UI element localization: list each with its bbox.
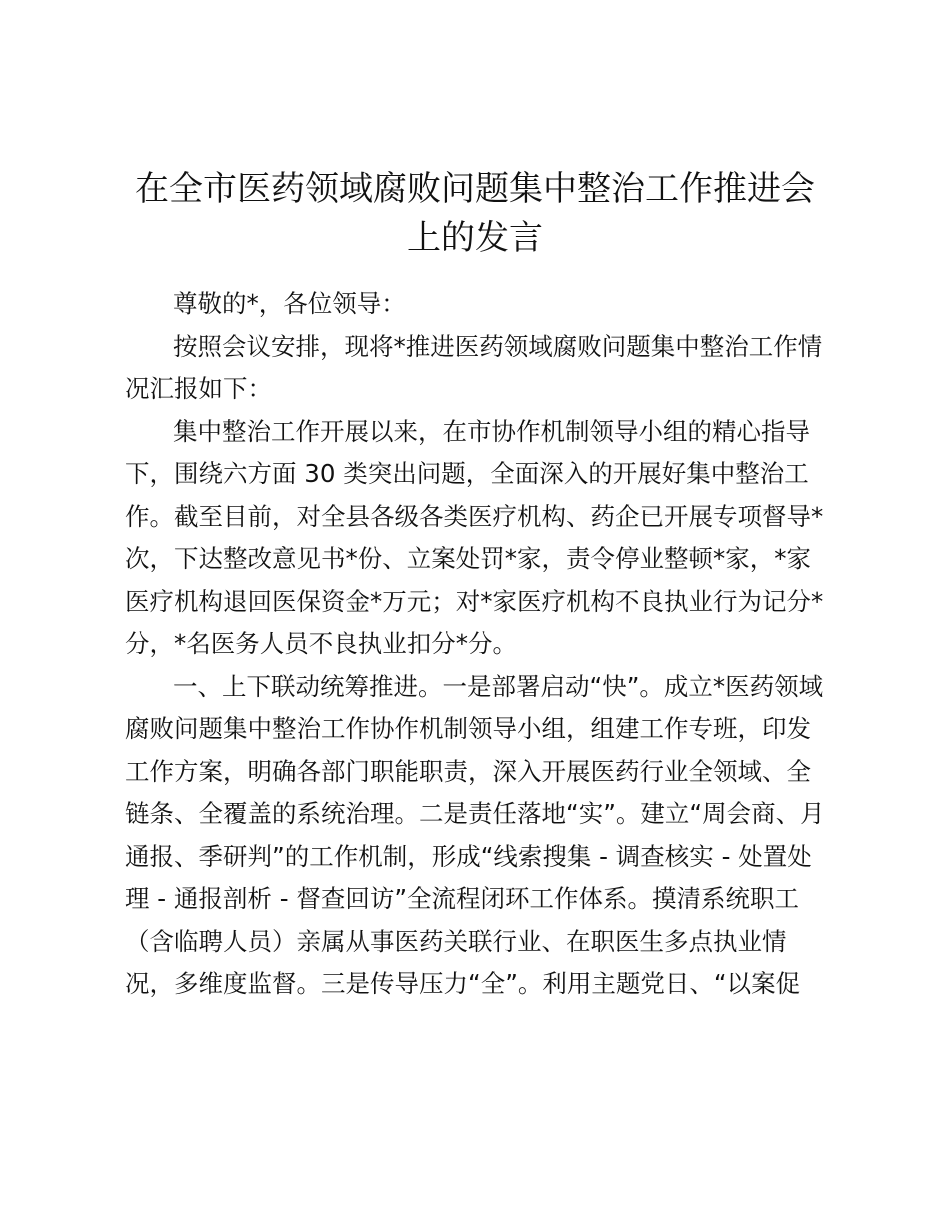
document-title bbox=[120, 165, 830, 263]
paragraph-section-one bbox=[125, 666, 835, 1006]
paragraph-progress-summary bbox=[125, 411, 835, 666]
paragraph-line: 况，多维度监督。三是传导压力“全”。利用主题党日、“以案促 bbox=[125, 969, 801, 998]
document-body bbox=[125, 283, 835, 1006]
paragraph-line: 医疗机构退回医保资金*万元；对*家医疗机构不良执业行为记分* bbox=[125, 586, 824, 616]
paragraph-line: 下，围绕六方面 30 类突出问题，全面深入的开展好集中整治工 bbox=[125, 459, 809, 488]
paragraph-line: 一、上下联动统筹推进。一是部署启动“快”。成立*医药领域 bbox=[173, 671, 824, 701]
paragraph-report-intro bbox=[125, 326, 835, 411]
paragraph-line: 作。截至目前，对全县各级各类医疗机构、药企已开展专项督导* bbox=[125, 501, 824, 531]
title-line-2: 上的发言 bbox=[407, 218, 543, 258]
paragraph-line: 腐败问题集中整治工作协作机制领导小组，组建工作专班，印发 bbox=[125, 714, 811, 743]
title-line-1: 在全市医药领域腐败问题集中整治工作推进会 bbox=[135, 169, 815, 209]
paragraph-line: 集中整治工作开展以来，在市协作机制领导小组的精心指导 bbox=[173, 416, 810, 446]
salutation: 尊敬的*，各位领导： bbox=[173, 289, 406, 318]
paragraph-line: 况汇报如下： bbox=[125, 374, 272, 403]
paragraph-line: 按照会议安排，现将*推进医药领域腐败问题集中整治工作情 bbox=[173, 331, 823, 361]
paragraph-line: 链条、全覆盖的系统治理。二是责任落地“实”。建立“周会商、月 bbox=[125, 799, 825, 828]
paragraph-line: （含临聘人员）亲属从事医药关联行业、在职医生多点执业情 bbox=[125, 926, 787, 956]
paragraph-line: 分，*名医务人员不良执业扣分*分。 bbox=[125, 629, 517, 658]
paragraph-line: 次，下达整改意见书*份、立案处罚*家，责令停业整顿*家，*家 bbox=[125, 544, 811, 573]
paragraph-line: 理 - 通报剖析 - 督查回访”全流程闭环工作体系。摸清系统职工 bbox=[125, 884, 800, 913]
paragraph-line: 工作方案，明确各部门职能职责，深入开展医药行业全领域、全 bbox=[125, 756, 811, 786]
paragraph-line: 通报、季研判”的工作机制，形成“线索搜集 - 调查核实 - 处置处 bbox=[125, 841, 812, 871]
